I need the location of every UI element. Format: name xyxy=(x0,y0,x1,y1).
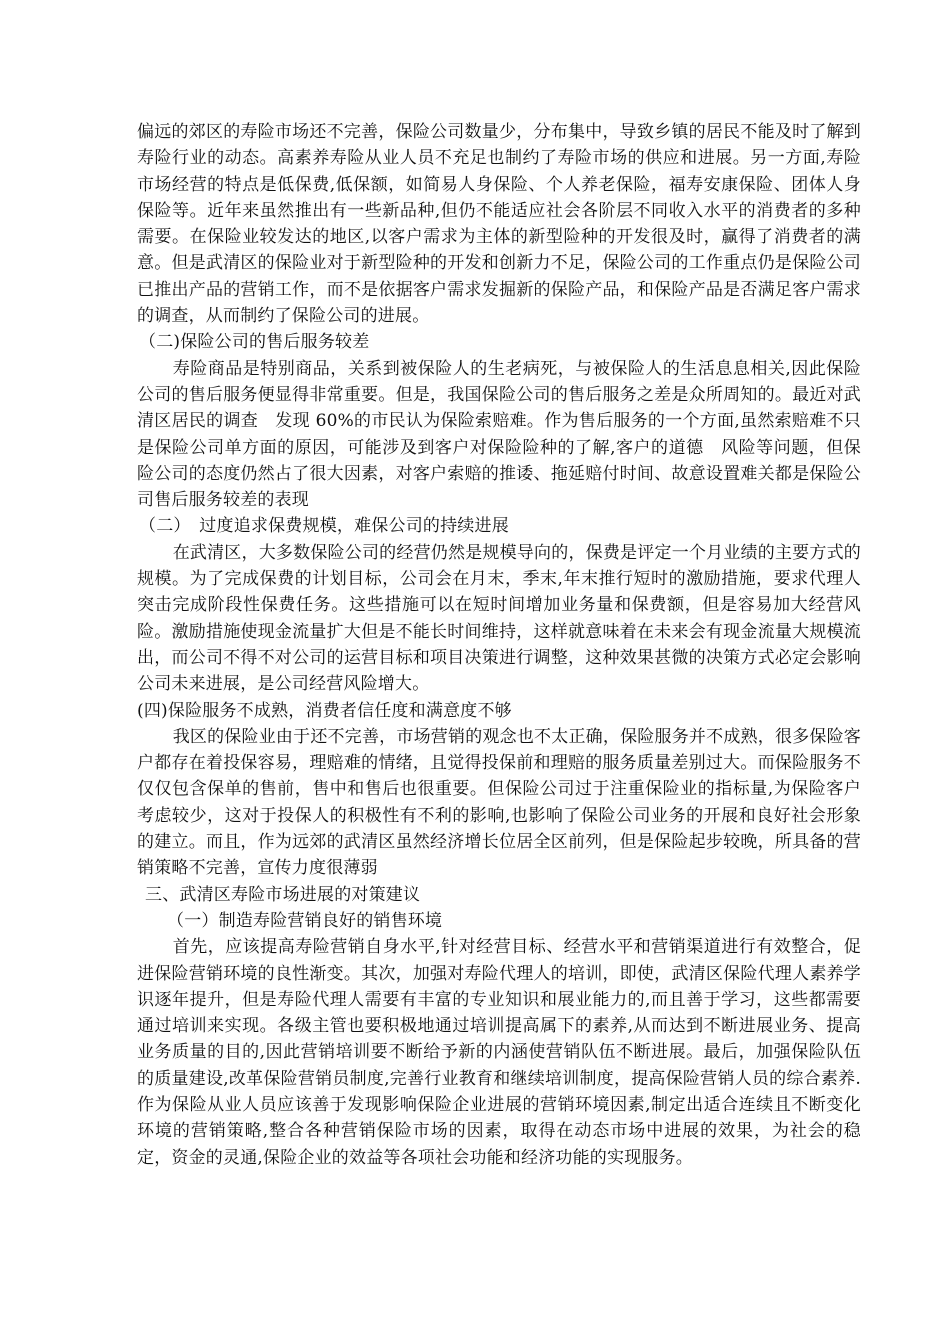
paragraph-after-sales: 寿险商品是特别商品，关系到被保险人的生老病死，与被保险人的生活息息相关,因此保险公司的售后服务便显得非常重要。但是，我国保险公司的售后服务之差是众所周知的。最近对武清区居民的调查 发现 60%的市民认为保险索赔难。作为售后服务的一个方面,虽然索赔难不只是保险公司单方面的原因，可能涉及到客户对保险险种的了解,客户的道德 风险等问题，但保险公司的态度仍然占了很大因素，对客户索赔的推诿、拖延赔付时间、故意设置难关都是保险公司售后服务较差的表现 xyxy=(137,358,861,511)
paragraph-market-development: 偏远的郊区的寿险市场还不完善，保险公司数量少，分布集中，导致乡镇的居民不能及时了解到寿险行业的动态。高素养寿险从业人员不充足也制约了寿险市场的供应和进展。另一方面,寿险市场经营的特点是低保费,低保额，如简易人身保险、个人养老保险，福寿安康保险、团体人身保险等。近年来虽然推出有一些新品种,但仍不能适应社会各阶层不同收入水平的消费者的多种需要。在保险业较发达的地区,以客户需求为主体的新型险种的开发很及时，赢得了消费者的满意。但是武清区的保险业对于新型险种的开发和创新力不足，保险公司的工作重点仍是保险公司已推出产品的营销工作，而不是依据客户需求发掘新的保险产品，和保险产品是否满足客户需求的调查，从而制约了保险公司的进展。 xyxy=(137,122,861,327)
paragraph-premium-scale: 在武清区，大多数保险公司的经营仍然是规模导向的，保费是评定一个月业绩的主要方式的规模。为了完成保费的计划目标，公司会在月末，季末,年末推行短时的激励措施，要求代理人突击完成阶段性保费任务。这些措施可以在短时间增加业务量和保费额，但是容易加大经营风险。激励措施使现金流量扩大但是不能长时间维持，这样就意味着在未来会有现金流量大规模流出，而公司不得不对公司的运营目标和项目决策进行调整，这种效果甚微的决策方式必定会影响公司未来进展，是公司经营风险增大。 xyxy=(137,542,861,695)
chapter-heading-countermeasures: 三、武清区寿险市场进展的对策建议 xyxy=(145,884,421,905)
paragraph-service-trust: 我区的保险业由于还不完善，市场营销的观念也不太正确，保险服务并不成熟，很多保险客户都存在着投保容易，理赔难的情绪，且觉得投保前和理赔的服务质量差别过大。而保险服务不仅仅包含保单的售前，售中和售后也很重要。但保险公司过于注重保险业的指标量,为保险客户考虑较少，这对于投保人的积极性有不利的影响,也影响了保险公司业务的开展和良好社会形象的建立。而且，作为远郊的武清区虽然经济增长位居全区前列，但是保险起步较晚，所具备的营销策略不完善，宣传力度很薄弱 xyxy=(137,726,861,879)
paragraph-sales-environment: 首先，应该提高寿险营销自身水平,针对经营目标、经营水平和营销渠道进行有效整合，促进保险营销环境的良性渐变。其次，加强对寿险代理人的培训，即使，武清区保险代理人素养学识逐年提升，但是寿险代理人需要有丰富的专业知识和展业能力的,而且善于学习，这些都需要通过培训来实现。各级主管也要积极地通过培训提高属下的素养,从而达到不断进展业务、提高业务质量的目的,因此营销培训要不断给予新的内涵使营销队伍不断进展。最后，加强保险队伍的质量建设,改革保险营销员制度,完善行业教育和继续培训制度，提高保险营销人员的综合素养.作为保险从业人员应该善于发现影响保险企业进展的营销环境因素,制定出适合连续且不断变化环境的营销策略,整合各种营销保险市场的因素，取得在动态市场中进展的效果，为社会的稳定，资金的灵通,保险企业的效益等各项社会功能和经济功能的实现服务。 xyxy=(137,937,861,1168)
section-heading-premium-scale: （二） 过度追求保费规模，难保公司的持续进展 xyxy=(139,516,509,537)
section-heading-after-sales: （二)保险公司的售后服务较差 xyxy=(139,332,370,353)
section-heading-service-trust: (四)保险服务不成熟，消费者信任度和满意度不够 xyxy=(137,700,512,721)
document-body xyxy=(137,119,861,1171)
section-heading-sales-environment: （一）制造寿险营销良好的销售环境 xyxy=(167,910,443,931)
